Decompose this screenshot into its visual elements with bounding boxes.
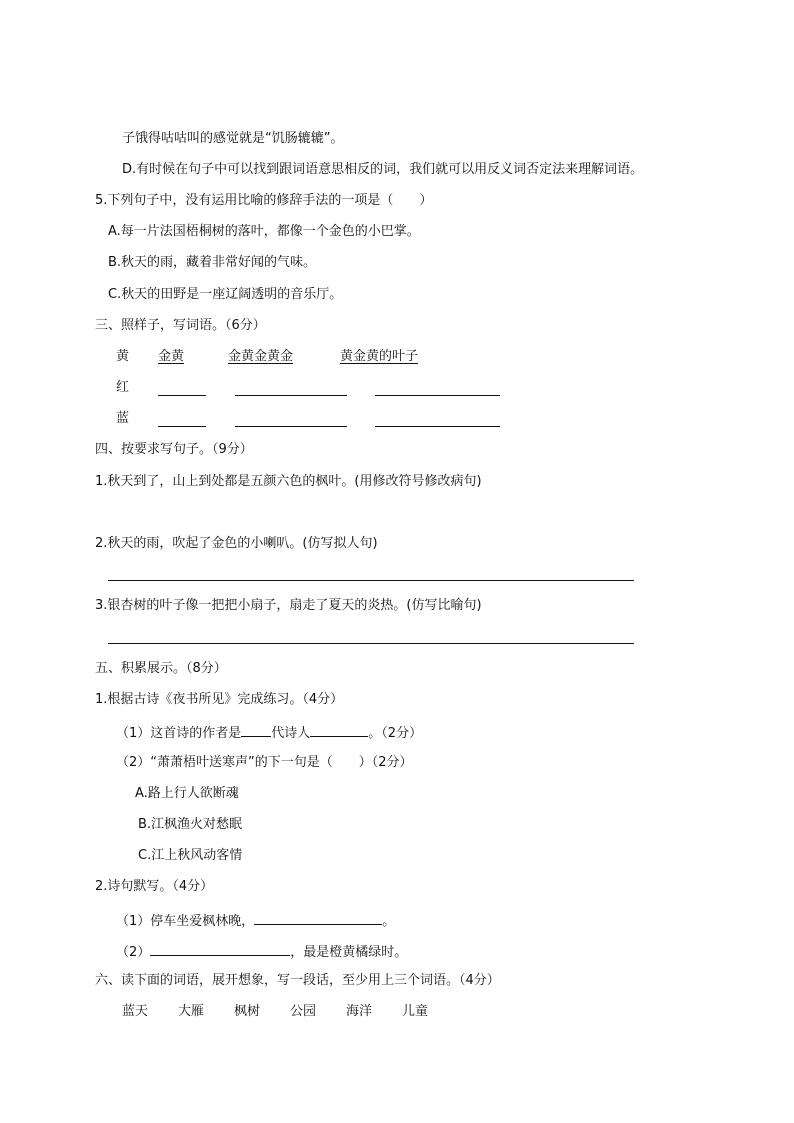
poem-line-blank[interactable] [150, 941, 290, 956]
word-item: 蓝天 [122, 1004, 149, 1019]
row-char-blue: 蓝 [116, 411, 130, 426]
s4-question-3: 3.银杏树的叶子像一把把小扇子，扇走了夏天的炎热。(仿写比喻句) [95, 598, 482, 613]
word-item: 儿童 [402, 1004, 429, 1019]
s5-q2-sub-1 [116, 910, 395, 931]
poet-blank[interactable] [310, 722, 368, 737]
s5-q1-sub-1-mid: 代诗人 [271, 726, 311, 741]
s5-q1-sub-2: （2）“萧萧梧叶送寒声”的下一句是（ ）（2分） [116, 755, 413, 770]
q4-option-c-tail: 子饿得咕咕叫的感觉就是“饥肠辘辘”。 [122, 131, 344, 146]
s5-option-a: A.路上行人欲断魂 [135, 786, 239, 801]
example-word-1: 金黄 [158, 349, 185, 364]
s5-q2-sub-1-prefix: （1）停车坐爱枫林晚， [116, 914, 255, 929]
s5-q1-sub-1-prefix: （1）这首诗的作者是 [116, 726, 242, 741]
answer-line[interactable] [108, 580, 634, 581]
s4-question-1: 1.秋天到了，山上到处都是五颜六色的枫叶。(用修改符号修改病句) [95, 474, 482, 489]
section-5-title: 五、积累展示。（8分） [95, 661, 227, 676]
section-6-title: 六、读下面的词语，展开想象，写一段话，至少用上三个词语。（4分） [95, 973, 500, 988]
poem-line-blank[interactable] [254, 910, 382, 925]
answer-blank[interactable] [158, 395, 206, 396]
example-char: 黄 [116, 349, 130, 364]
s5-q2-sub-2-suffix: ，最是橙黄橘绿时。 [290, 945, 408, 960]
s5-q2-sub-2 [116, 941, 407, 962]
s5-q2-sub-2-prefix: （2） [116, 945, 151, 960]
s5-q1-sub-1-suffix: 。（2分） [368, 726, 423, 741]
q5-option-c: C.秋天的田野是一座辽阔透明的音乐厅。 [108, 287, 343, 302]
answer-blank[interactable] [375, 426, 500, 427]
row-char-red: 红 [116, 380, 130, 395]
q4-option-d: D.有时候在句子中可以找到跟词语意思相反的词，我们就可以用反义词否定法来理解词语。 [122, 162, 644, 177]
q5-option-b: B.秋天的雨，藏着非常好闻的气味。 [108, 255, 317, 270]
answer-blank[interactable] [235, 426, 347, 427]
word-item: 枫树 [234, 1004, 261, 1019]
s5-q1-sub-1 [116, 722, 422, 743]
word-item: 海洋 [346, 1004, 373, 1019]
s5-q2-sub-1-suffix: 。 [382, 914, 396, 929]
answer-blank[interactable] [235, 395, 347, 396]
answer-blank[interactable] [158, 426, 206, 427]
section-4-title: 四、按要求写句子。（9分） [95, 442, 253, 457]
q5-stem: 5.下列句子中，没有运用比喻的修辞手法的一项是（ ） [95, 193, 433, 208]
s4-question-2: 2.秋天的雨，吹起了金色的小喇叭。(仿写拟人句) [95, 536, 378, 551]
example-word-3: 黄金黄的叶子 [340, 349, 419, 364]
q5-option-a: A.每一片法国梧桐树的落叶，都像一个金色的小巴掌。 [108, 224, 420, 239]
word-item: 大雁 [178, 1004, 205, 1019]
word-item: 公园 [290, 1004, 317, 1019]
s5-question-2: 2.诗句默写。（4分） [95, 879, 214, 894]
s5-option-c: C.江上秋风动客情 [138, 848, 243, 863]
section-3-title: 三、照样子，写词语。（6分） [95, 318, 266, 333]
dynasty-blank[interactable] [241, 722, 271, 737]
answer-line[interactable] [108, 643, 634, 644]
answer-blank[interactable] [375, 395, 500, 396]
s5-question-1: 1.根据古诗《夜书所见》完成练习。（4分） [95, 692, 344, 707]
s5-option-b: B.江枫渔火对愁眠 [138, 817, 243, 832]
example-word-2: 金黄金黄金 [228, 349, 294, 364]
